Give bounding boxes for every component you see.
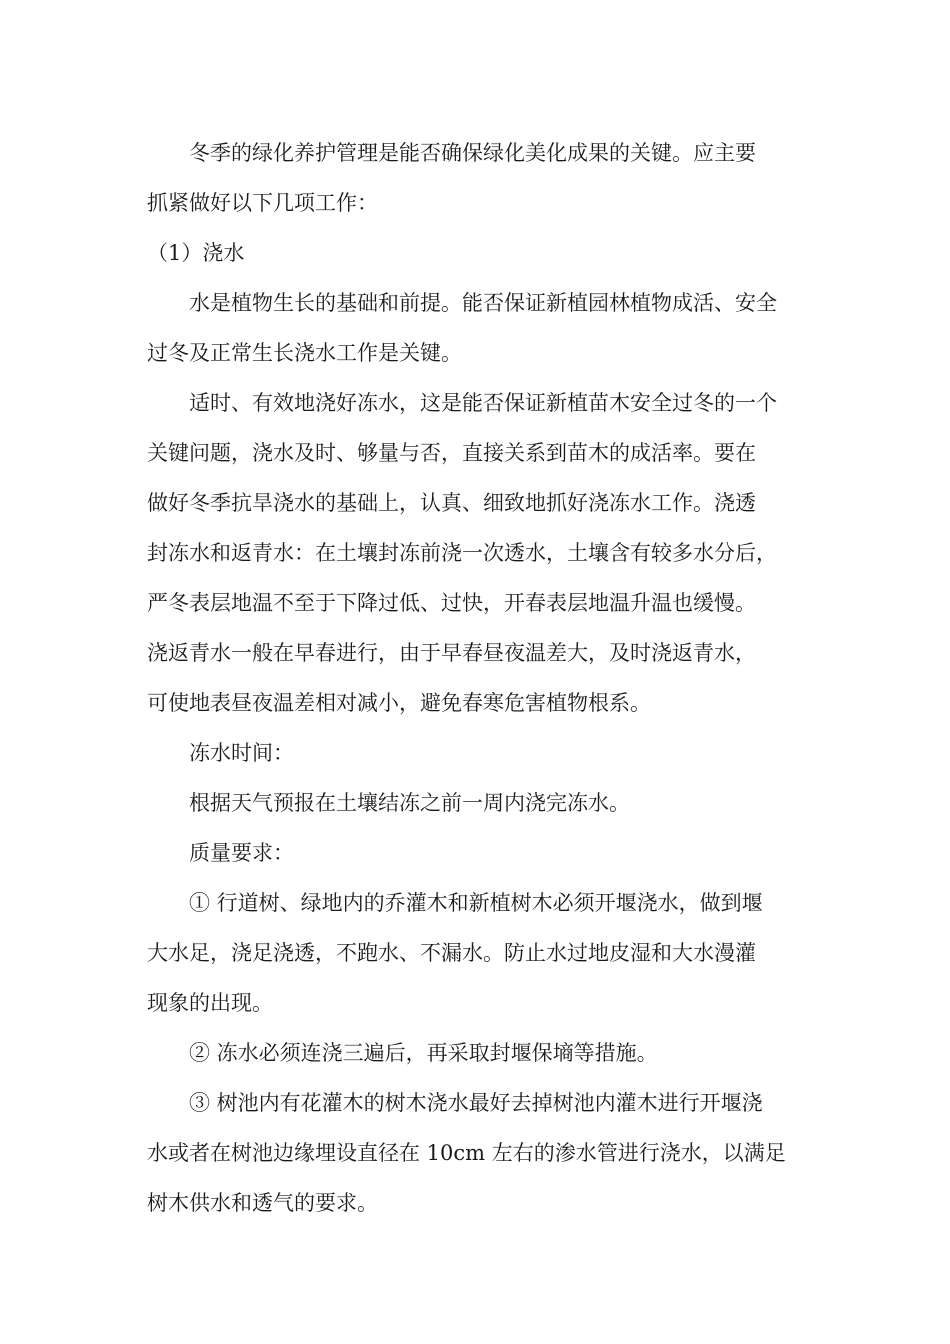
- list-item-3: ③ 树池内有花灌木的树木浇水最好去掉树池内灌木进行开堰浇: [147, 1091, 763, 1115]
- subheading-freeze-water-time: 冻水时间：: [147, 741, 294, 765]
- text-line: 树木供水和透气的要求。: [147, 1191, 378, 1215]
- text-line: 关键问题，浇水及时、够量与否，直接关系到苗木的成活率。要在: [147, 441, 756, 465]
- text-line: 抓紧做好以下几项工作：: [147, 191, 378, 215]
- list-item-2: ② 冻水必须连浇三遍后，再采取封堰保墒等措施。: [147, 1041, 658, 1065]
- text-line: 做好冬季抗旱浇水的基础上，认真、细致地抓好浇冻水工作。浇透: [147, 491, 756, 515]
- text-line: 严冬表层地温不至于下降过低、过快，开春表层地温升温也缓慢。: [147, 591, 756, 615]
- subheading-quality-requirements: 质量要求：: [147, 841, 294, 865]
- text-line: 冬季的绿化养护管理是能否确保绿化美化成果的关键。应主要: [147, 141, 756, 165]
- text-line: 可使地表昼夜温差相对减小，避免春寒危害植物根系。: [147, 691, 651, 715]
- text-line: 封冻水和返青水：在土壤封冻前浇一次透水，土壤含有较多水分后，: [147, 541, 777, 565]
- section-heading: （1）浇水: [147, 241, 245, 265]
- text-line: 水是植物生长的基础和前提。能否保证新植园林植物成活、安全: [147, 291, 777, 315]
- text-line: 浇返青水一般在早春进行，由于早春昼夜温差大，及时浇返青水，: [147, 641, 756, 665]
- text-line: 现象的出现。: [147, 991, 273, 1015]
- text-line: 根据天气预报在土壤结冻之前一周内浇完冻水。: [147, 791, 630, 815]
- text-line: 过冬及正常生长浇水工作是关键。: [147, 341, 462, 365]
- text-line: 水或者在树池边缘埋设直径在 10cm 左右的渗水管进行浇水，以满足: [147, 1141, 786, 1165]
- text-line: 适时、有效地浇好冻水，这是能否保证新植苗木安全过冬的一个: [147, 391, 777, 415]
- body-text: [147, 128, 837, 1228]
- text-line: 大水足，浇足浇透，不跑水、不漏水。防止水过地皮湿和大水漫灌: [147, 941, 756, 965]
- list-item-1: ① 行道树、绿地内的乔灌木和新植树木必须开堰浇水，做到堰: [147, 891, 763, 915]
